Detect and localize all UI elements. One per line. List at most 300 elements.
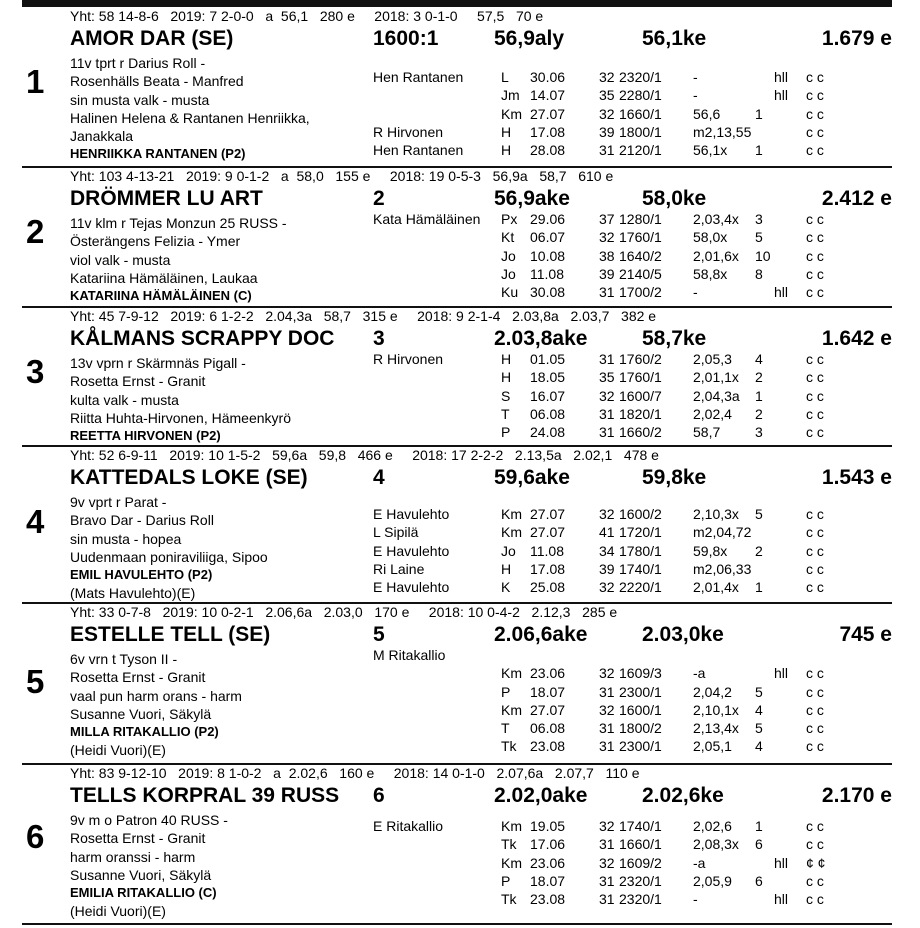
race-distance: 1700/2 (619, 284, 662, 301)
race-distance: 1760/1 (619, 229, 662, 246)
race-date: 27.07 (530, 524, 566, 541)
start-position: 2 (373, 187, 385, 210)
race-row (373, 228, 892, 246)
race-track: L (501, 69, 509, 85)
race-number: 31 (599, 836, 615, 853)
record-volt: 59,8ke (642, 466, 707, 489)
race-distance: 2320/1 (619, 891, 662, 908)
race-placing: 2 (755, 369, 763, 386)
race-shoes: c c (806, 665, 824, 682)
race-placing: 10 (755, 247, 771, 264)
race-shoes: c c (806, 701, 824, 718)
driver-name: EMILIA RITAKALLIO (C) (70, 885, 217, 901)
race-track: Km (501, 524, 522, 541)
race-number: 39 (599, 123, 615, 140)
race-row (373, 265, 892, 283)
horse-entry (22, 308, 892, 447)
horse-name: ESTELLE TELL (SE) (70, 623, 271, 646)
race-date: 23.06 (530, 854, 566, 871)
race-time: 2,01,4x (693, 579, 739, 596)
race-distance: 1780/1 (619, 542, 662, 559)
race-number: 32 (599, 229, 615, 246)
race-row (373, 854, 892, 872)
race-track: Tk (501, 738, 517, 755)
race-number: 38 (599, 247, 615, 264)
race-date: 19.05 (530, 818, 566, 834)
race-distance: 2320/1 (619, 69, 662, 85)
race-track: H (501, 123, 512, 140)
race-time: 2,08,3x (693, 836, 739, 853)
recent-races (373, 68, 892, 159)
race-number: 35 (599, 87, 615, 104)
race-number: 31 (599, 424, 615, 441)
race-distance: 1800/1 (619, 123, 662, 140)
race-shoes: c c (806, 229, 824, 246)
race-track: Ku (501, 284, 519, 301)
race-placing: 5 (755, 720, 763, 737)
race-number: 32 (599, 579, 615, 596)
race-track: Km (501, 818, 522, 834)
race-track: P (501, 872, 511, 889)
record-volt: 56,1ke (642, 27, 707, 50)
race-shoes: c c (806, 424, 824, 441)
entry-divider (22, 923, 892, 925)
race-date: 17.06 (530, 836, 566, 853)
race-time: -a (693, 854, 706, 871)
info-line: viol valk - musta (70, 251, 171, 268)
race-number: 39 (599, 265, 615, 282)
race-date: 18.05 (530, 369, 566, 386)
race-date: 17.08 (530, 123, 566, 140)
race-track: H (501, 369, 512, 386)
horse-info (70, 354, 370, 445)
race-number: 32 (599, 665, 615, 682)
record-auto: 56,9ake (494, 187, 570, 210)
race-row (373, 890, 892, 908)
race-date: 27.07 (530, 701, 566, 718)
race-number: 32 (599, 701, 615, 718)
driver-name: MILLA RITAKALLIO (P2) (70, 724, 219, 740)
race-track: Km (501, 105, 522, 122)
race-time: 2,01,6x (693, 247, 739, 264)
race-gait-note: hll (774, 284, 789, 301)
race-number: 32 (599, 818, 615, 834)
race-row (373, 247, 892, 265)
race-distance: 2120/1 (619, 142, 662, 159)
race-row (373, 368, 892, 386)
race-shoes: c c (806, 818, 824, 834)
race-number: 31 (599, 872, 615, 889)
race-date: 24.08 (530, 424, 566, 441)
race-distance: 1600/1 (619, 701, 662, 718)
race-time: m2,06,33 (693, 560, 752, 577)
race-time: 2,10,3x (693, 506, 739, 522)
race-distance: 2280/1 (619, 87, 662, 104)
career-stats: Yht: 45 7-9-12 2019: 6 1-2-2 2.04,3a 58,7 315 e 2018: 9 2-1-4 2.03,8a 2.03,7 382 e (70, 308, 657, 324)
info-line: 13v vprn r Skärmnäs Pigall - (70, 355, 246, 371)
race-driver: R Hirvonen (373, 351, 444, 367)
horse-info (70, 54, 370, 164)
race-driver: R Hirvonen (373, 123, 444, 140)
race-number: 31 (599, 683, 615, 700)
race-time: 2,01,1x (693, 369, 739, 386)
race-placing: 2 (755, 542, 763, 559)
race-row (373, 68, 892, 86)
info-line: Rosetta Ernst - Granit (70, 669, 206, 686)
race-distance: 2140/5 (619, 265, 662, 282)
race-placing: 4 (755, 701, 763, 718)
race-time: - (693, 87, 698, 104)
race-placing: 1 (755, 818, 763, 834)
race-date: 06.08 (530, 720, 566, 737)
career-stats: Yht: 33 0-7-8 2019: 10 0-2-1 2.06,6a 2.03,0 170 e 2018: 10 0-4-2 2.12,3 285 e (70, 604, 618, 620)
race-placing: 6 (755, 872, 763, 889)
race-shoes: c c (806, 211, 824, 227)
info-line: Rosetta Ernst - Granit (70, 830, 206, 847)
info-line: 9v vprt r Parat - (70, 494, 167, 510)
race-shoes: c c (806, 738, 824, 755)
info-line: kulta valk - musta (70, 391, 179, 408)
race-distance: 1820/1 (619, 405, 662, 422)
race-row (373, 737, 892, 755)
horse-entry (22, 8, 892, 168)
race-number: 32 (599, 69, 615, 85)
race-track: S (501, 387, 511, 404)
info-line: Riitta Huhta-Hirvonen, Hämeenkyrö (70, 409, 291, 426)
race-number: 37 (599, 211, 615, 227)
race-driver: E Havulehto (373, 506, 450, 522)
race-shoes: ¢ ¢ (806, 854, 826, 871)
race-time: 58,7 (693, 424, 721, 441)
info-line: harm oranssi - harm (70, 848, 196, 865)
horse-name: TELLS KORPRAL 39 RUSS (70, 784, 340, 807)
race-placing: 3 (755, 424, 763, 441)
start-position: 3 (373, 327, 385, 350)
race-number: 32 (599, 854, 615, 871)
race-row (373, 405, 892, 423)
race-time: 59,8x (693, 542, 728, 559)
race-track: H (501, 351, 512, 367)
record-volt: 2.02,6ke (642, 784, 724, 807)
race-row (373, 817, 892, 835)
race-date: 30.08 (530, 284, 566, 301)
horse-name: AMOR DAR (SE) (70, 27, 234, 50)
race-driver: Hen Rantanen (373, 69, 464, 85)
info-line: Bravo Dar - Darius Roll (70, 512, 214, 529)
race-date: 17.08 (530, 560, 566, 577)
horse-entry (22, 604, 892, 765)
race-time: 2,03,4x (693, 211, 739, 227)
info-line: sin musta - hopea (70, 530, 182, 547)
race-distance: 2320/1 (619, 872, 662, 889)
career-stats: Yht: 58 14-8-6 2019: 7 2-0-0 a 56,1 280 e 2018: 3 0-1-0 57,5 70 e (70, 8, 544, 24)
info-line: vaal pun harm orans - harm (70, 687, 242, 704)
start-number: 4 (26, 503, 45, 540)
race-driver: E Havulehto (373, 579, 450, 596)
race-number: 41 (599, 524, 615, 541)
race-driver: Ri Laine (373, 560, 425, 577)
race-track: Km (501, 665, 522, 682)
race-number: 32 (599, 506, 615, 522)
race-distance: 1280/1 (619, 211, 662, 227)
record-auto: 2.06,6ake (494, 623, 588, 646)
race-time: 2,05,9 (693, 872, 732, 889)
recent-races (373, 350, 892, 441)
trainer-note: (Heidi Vuori)(E) (70, 903, 166, 920)
race-distance: 1660/1 (619, 105, 662, 122)
race-date: 18.07 (530, 683, 566, 700)
race-row (373, 387, 892, 405)
horse-info (70, 214, 370, 305)
driver-name: EMIL HAVULEHTO (P2) (70, 567, 213, 583)
race-placing: 3 (755, 211, 763, 227)
race-time: 2,02,6 (693, 818, 732, 834)
recent-races (373, 646, 892, 756)
horse-entry (22, 447, 892, 604)
race-time: 2,02,4 (693, 405, 732, 422)
race-time: 56,6 (693, 105, 721, 122)
race-number: 32 (599, 105, 615, 122)
start-position: 4 (373, 466, 385, 489)
race-shoes: c c (806, 105, 824, 122)
race-distance: 1609/2 (619, 854, 662, 871)
career-stats: Yht: 52 6-9-11 2019: 10 1-5-2 59,6a 59,8 466 e 2018: 17 2-2-2 2.13,5a 2.02,1 478 e (70, 447, 659, 463)
race-shoes: c c (806, 69, 824, 85)
race-row (373, 560, 892, 578)
race-track: Tk (501, 891, 517, 908)
start-number: 5 (26, 663, 45, 700)
trainer-note: (Mats Havulehto)(E) (70, 585, 196, 602)
race-placing: 5 (755, 683, 763, 700)
race-distance: 1640/2 (619, 247, 662, 264)
race-number: 35 (599, 369, 615, 386)
race-date: 18.07 (530, 872, 566, 889)
race-shoes: c c (806, 351, 824, 367)
race-number: 31 (599, 720, 615, 737)
race-shoes: c c (806, 265, 824, 282)
race-row (373, 86, 892, 104)
race-time: 58,0x (693, 229, 728, 246)
info-line: Halinen Helena & Rantanen Henriikka, (70, 109, 310, 126)
race-placing: 5 (755, 506, 763, 522)
race-shoes: c c (806, 836, 824, 853)
race-time: - (693, 284, 698, 301)
info-line: 9v m o Patron 40 RUSS - (70, 812, 228, 828)
earnings: 2.412 e (821, 187, 892, 210)
race-gait-note: hll (774, 854, 789, 871)
race-shoes: c c (806, 560, 824, 577)
race-placing: 1 (755, 142, 763, 159)
career-stats: Yht: 103 4-13-21 2019: 9 0-1-2 a 58,0 155 e 2018: 19 0-5-3 56,9a 58,7 610 e (70, 168, 614, 184)
race-date: 14.07 (530, 87, 566, 104)
race-date: 23.08 (530, 891, 566, 908)
driver-name: KATARIINA HÄMÄLÄINEN (C) (70, 288, 252, 304)
race-row (373, 542, 892, 560)
race-track: T (501, 405, 510, 422)
race-shoes: c c (806, 123, 824, 140)
trainer-note: (Heidi Vuori)(E) (70, 742, 166, 759)
info-line: Katariina Hämäläinen, Laukaa (70, 269, 258, 286)
race-row (373, 664, 892, 682)
record-auto: 2.02,0ake (494, 784, 588, 807)
race-row (373, 105, 892, 123)
race-placing: 4 (755, 351, 763, 367)
info-line: Rosetta Ernst - Granit (70, 373, 206, 390)
driver-name: REETTA HIRVONEN (P2) (70, 428, 221, 444)
start-position: 5 (373, 623, 385, 646)
race-distance: 1720/1 (619, 524, 662, 541)
info-line: Susanne Vuori, Säkylä (70, 705, 212, 722)
record-auto: 56,9aly (494, 27, 565, 50)
race-placing: 1 (755, 579, 763, 596)
info-line: Susanne Vuori, Säkylä (70, 866, 212, 883)
race-time: - (693, 69, 698, 85)
race-row (373, 423, 892, 441)
race-number: 31 (599, 351, 615, 367)
race-row (373, 210, 892, 228)
race-row (373, 283, 892, 301)
record-auto: 2.03,8ake (494, 327, 588, 350)
race-track: Km (501, 701, 522, 718)
race-row (373, 505, 892, 523)
race-row (373, 123, 892, 141)
race-track: P (501, 683, 511, 700)
race-shoes: c c (806, 524, 824, 541)
driver-name: HENRIIKKA RANTANEN (P2) (70, 146, 246, 162)
race-track: Kt (501, 229, 515, 246)
race-date: 27.07 (530, 105, 566, 122)
race-placing: 8 (755, 265, 763, 282)
info-line: Rosenhälls Beata - Manfred (70, 73, 244, 90)
race-track: Px (501, 211, 518, 227)
race-track: H (501, 142, 512, 159)
race-row (373, 141, 892, 159)
start-position: 6 (373, 784, 385, 807)
horse-name: KATTEDALS LOKE (SE) (70, 466, 308, 489)
race-distance: 1660/1 (619, 836, 662, 853)
race-track: Jo (501, 247, 516, 264)
race-row (373, 350, 892, 368)
record-volt: 2.03,0ke (642, 623, 724, 646)
race-time: 2,05,3 (693, 351, 732, 367)
race-shoes: c c (806, 872, 824, 889)
race-shoes: c c (806, 720, 824, 737)
race-time: 58,8x (693, 265, 728, 282)
race-distance: 1740/1 (619, 560, 662, 577)
race-distance: 1760/2 (619, 351, 662, 367)
race-placing: 4 (755, 738, 763, 755)
race-date: 25.08 (530, 579, 566, 596)
race-shoes: c c (806, 506, 824, 522)
recent-races (373, 817, 892, 908)
info-line: Österängens Felizia - Ymer (70, 233, 241, 250)
race-distance: 1760/1 (619, 369, 662, 386)
race-row (373, 835, 892, 853)
start-number: 1 (26, 63, 45, 100)
race-row (373, 646, 892, 664)
race-date: 06.07 (530, 229, 566, 246)
race-number: 32 (599, 387, 615, 404)
horse-entry (22, 168, 892, 308)
race-distance: 1740/1 (619, 818, 662, 834)
race-gait-note: hll (774, 891, 789, 908)
race-date: 23.06 (530, 665, 566, 682)
horse-name: KÅLMANS SCRAPPY DOC (70, 327, 335, 350)
info-line: Uudenmaan poniraviliiga, Sipoo (70, 548, 268, 565)
race-gait-note: hll (774, 69, 789, 85)
earnings: 745 e (839, 623, 892, 646)
race-date: 28.08 (530, 142, 566, 159)
race-number: 34 (599, 542, 615, 559)
race-date: 06.08 (530, 405, 566, 422)
race-date: 11.08 (530, 265, 564, 282)
recent-races (373, 505, 892, 596)
race-shoes: c c (806, 142, 824, 159)
race-time: 2,04,2 (693, 683, 732, 700)
race-shoes: c c (806, 369, 824, 386)
race-distance: 2220/1 (619, 579, 662, 596)
race-time: -a (693, 665, 706, 682)
race-number: 31 (599, 891, 615, 908)
race-track: Km (501, 854, 522, 871)
race-shoes: c c (806, 542, 824, 559)
race-placing: 1 (755, 387, 763, 404)
race-driver: M Ritakallio (373, 647, 446, 663)
race-placing: 6 (755, 836, 763, 853)
race-number: 31 (599, 284, 615, 301)
horse-info (70, 493, 370, 603)
recent-races (373, 210, 892, 301)
race-shoes: c c (806, 891, 824, 908)
race-gait-note: hll (774, 87, 789, 104)
race-distance: 1609/3 (619, 665, 662, 682)
race-date: 11.08 (530, 542, 564, 559)
race-time: 56,1x (693, 142, 728, 159)
race-time: - (693, 891, 698, 908)
earnings: 1.543 e (821, 466, 892, 489)
race-driver: Hen Rantanen (373, 142, 464, 159)
race-distance: 2300/1 (619, 738, 662, 755)
start-position: 1600:1 (373, 27, 439, 50)
race-driver: E Havulehto (373, 542, 450, 559)
race-driver: L Sipilä (373, 524, 419, 541)
race-row (373, 719, 892, 737)
race-date: 16.07 (530, 387, 566, 404)
info-line: 11v tprt r Darius Roll - (70, 55, 206, 71)
race-driver: E Ritakallio (373, 818, 444, 834)
race-distance: 1800/2 (619, 720, 662, 737)
record-volt: 58,7ke (642, 327, 707, 350)
race-date: 27.07 (530, 506, 566, 522)
earnings: 1.679 e (821, 27, 892, 50)
record-auto: 59,6ake (494, 466, 570, 489)
race-shoes: c c (806, 284, 824, 301)
race-date: 01.05 (530, 351, 566, 367)
race-track: P (501, 424, 511, 441)
race-distance: 2300/1 (619, 683, 662, 700)
race-track: H (501, 560, 512, 577)
race-shoes: c c (806, 247, 824, 264)
race-track: Km (501, 506, 522, 522)
race-time: 2,10,1x (693, 701, 739, 718)
race-track: Tk (501, 836, 517, 853)
race-date: 29.06 (530, 211, 566, 227)
race-shoes: c c (806, 683, 824, 700)
record-volt: 58,0ke (642, 187, 707, 210)
start-number: 3 (26, 353, 45, 390)
horse-info (70, 650, 370, 760)
race-number: 31 (599, 738, 615, 755)
